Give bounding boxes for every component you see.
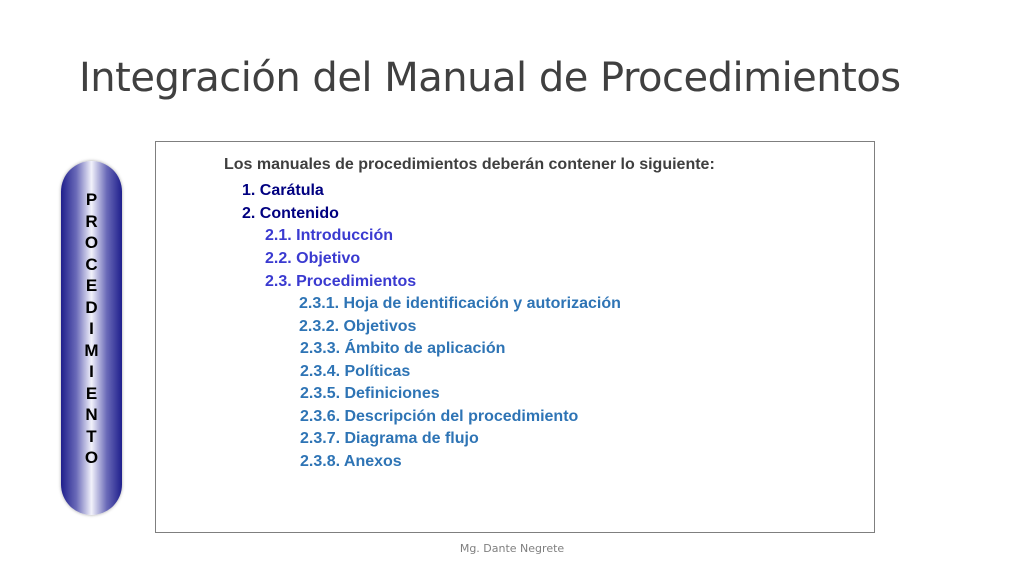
list-item-ambito: 2.3.3. Ámbito de aplicación [300, 340, 506, 357]
pill-letter: I [89, 362, 94, 381]
pill-letter: R [85, 211, 98, 231]
list-item-objetivos: 2.3.2. Objetivos [299, 318, 417, 335]
slide-title: Integración del Manual de Procedimientos [79, 55, 901, 101]
list-item-caratula: 1. Carátula [242, 182, 324, 199]
footer-author: Mg. Dante Negrete [459, 542, 565, 555]
list-item-descripcion: 2.3.6. Descripción del procedimiento [300, 408, 579, 425]
list-item-anexos: 2.3.8. Anexos [300, 453, 402, 470]
vertical-word-letters [61, 189, 122, 469]
list-item-contenido: 2. Contenido [242, 205, 339, 222]
pill-letter: I [89, 319, 94, 338]
pill-letter: E [85, 383, 98, 403]
pill-letter: C [85, 254, 98, 274]
list-item-hoja-identificacion: 2.3.1. Hoja de identificación y autorización [299, 295, 621, 312]
list-item-diagrama: 2.3.7. Diagrama de flujo [300, 430, 479, 447]
pill-letter: E [85, 276, 98, 295]
list-item-definiciones: 2.3.5. Definiciones [300, 385, 440, 402]
pill-letter: M [84, 340, 99, 360]
pill-letter: T [86, 426, 97, 446]
list-item-politicas: 2.3.4. Políticas [300, 363, 411, 380]
pill-letter: N [85, 405, 98, 424]
vertical-word-pill [61, 161, 122, 515]
content-box [155, 141, 875, 533]
list-item-procedimientos: 2.3. Procedimientos [265, 273, 417, 290]
list-item-objetivo: 2.2. Objetivo [265, 250, 361, 267]
pill-letter: P [85, 190, 98, 209]
list-item-introduccion: 2.1. Introducción [265, 227, 394, 244]
pill-letter: D [85, 297, 98, 317]
pill-letter: O [84, 448, 99, 467]
pill-letter: O [84, 233, 99, 252]
intro-text: Los manuales de procedimientos deberán contener lo siguiente: [224, 156, 715, 173]
